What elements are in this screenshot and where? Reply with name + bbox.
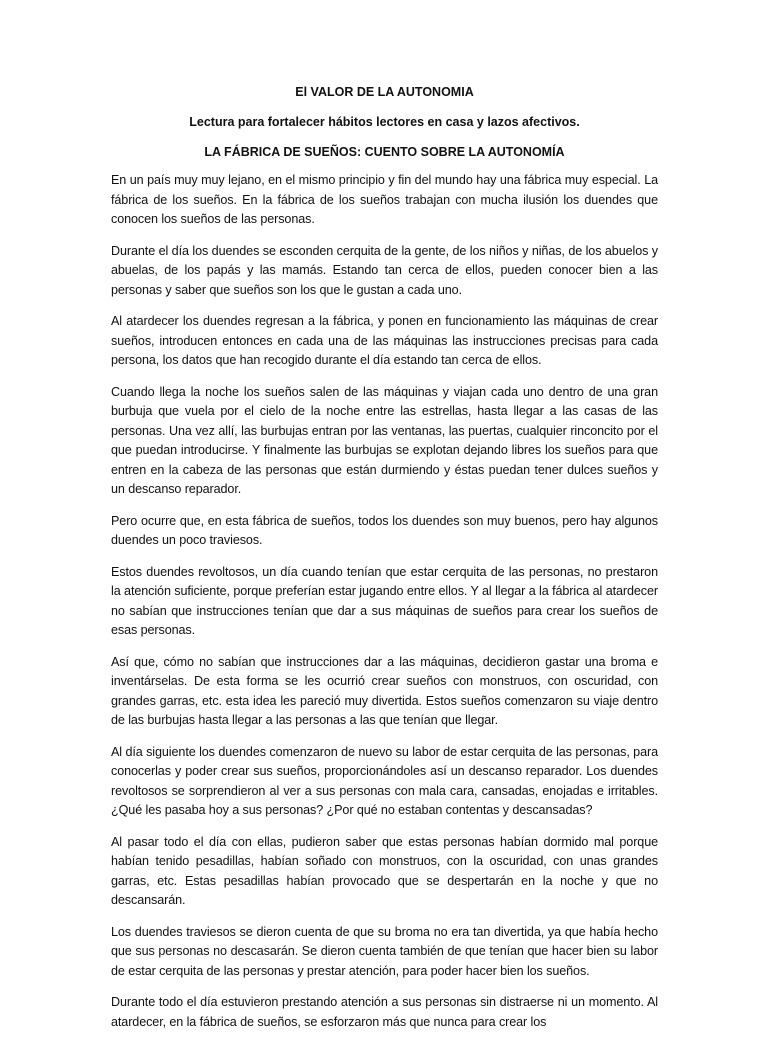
paragraph: En un país muy muy lejano, en el mismo principio y fin del mundo hay una fábrica muy especial. La fábrica de los sueños. En la fábrica de los sueños trabajan con mucha ilusión los duendes que conocen los sueños de las personas. bbox=[111, 173, 658, 226]
paragraph: Durante todo el día estuvieron prestando atención a sus personas sin distraerse ni un momento. Al atardecer, en la fábrica de sueños, se esforzaron más que nunca para crear los bbox=[111, 995, 658, 1029]
paragraph: Cuando llega la noche los sueños salen de las máquinas y viajan cada uno dentro de una gran burbuja que vuela por el cielo de la noche entre las estrellas, hasta llegar a las casas de las personas. Una vez allí, las burbujas entran por las ventanas, las puertas, cualquier rinconcito por el que puedan introducirse. Y finalmente las burbujas se explotan dejando libres los sueños para que entren en la cabeza de las personas que están durmiendo y éstas puedan tener dulces sueños y un descanso reparador. bbox=[111, 384, 658, 496]
paragraph: Al pasar todo el día con ellas, pudieron saber que estas personas habían dormido mal porque habían tenido pesadillas, habían soñado con monstruos, con la oscuridad, con unas grandes garras, etc. Estas pesadillas habían provocado que se despertarán en la noche y que no descansarán. bbox=[111, 834, 658, 907]
paragraph: Al atardecer los duendes regresan a la fábrica, y ponen en funcionamiento las máquinas de crear sueños, introducen entonces en cada una de las máquinas las instrucciones precisas para cada persona, los datos que han recogido durante el día estando tan cerca de ellos. bbox=[111, 314, 658, 367]
document-page bbox=[111, 84, 658, 1044]
document-subtitle: Lectura para fortalecer hábitos lectores en casa y lazos afectivos. bbox=[189, 115, 580, 129]
paragraph: Pero ocurre que, en esta fábrica de sueños, todos los duendes son muy buenos, pero hay algunos duendes un poco traviesos. bbox=[111, 513, 658, 547]
paragraph: Al día siguiente los duendes comenzaron de nuevo su labor de estar cerquita de las personas, para conocerlas y poder crear sus sueños, proporcionándoles así un descanso reparador. Los duendes revoltosos se sorprendieron al ver a sus personas con mala cara, cansadas, enojadas e irritables. ¿Qué les pasaba hoy a sus personas? ¿Por qué no estaban contentas y descansadas? bbox=[111, 744, 658, 817]
paragraph: Durante el día los duendes se esconden cerquita de la gente, de los niños y niñas, de los abuelos y abuelas, de los papás y las mamás. Estando tan cerca de ellos, pueden conocer bien a las personas y saber que sueños son los que le gustan a cada uno. bbox=[111, 243, 658, 297]
document-title: El VALOR DE LA AUTONOMIA bbox=[295, 85, 474, 99]
paragraph: Los duendes traviesos se dieron cuenta de que su broma no era tan divertida, ya que había hecho que sus personas no descasarán. Se dieron cuenta también de que tenían que hacer bien su labor de estar cerquita de las personas y prestar atención, para poder hacer bien los sueños. bbox=[111, 924, 658, 978]
story-title: LA FÁBRICA DE SUEÑOS: CUENTO SOBRE LA AUTONOMÍA bbox=[204, 145, 565, 159]
paragraph: Así que, cómo no sabían que instrucciones dar a las máquinas, decidieron gastar una broma e inventárselas. De esta forma se les ocurrió crear sueños con monstruos, con oscuridad, con grandes garras, etc. esta idea les pareció muy divertida. Estos sueños comenzaron su viaje dentro de las burbujas hasta llegar a las personas a las que tenían que llegar. bbox=[111, 654, 658, 727]
paragraph: Estos duendes revoltosos, un día cuando tenían que estar cerquita de las personas, no prestaron la atención suficiente, porque preferían estar jugando entre ellos. Y al llegar a la fábrica al atardecer no sabían que instrucciones tenían que dar a sus máquinas de sueños para crear los sueños de esas personas. bbox=[111, 564, 658, 637]
